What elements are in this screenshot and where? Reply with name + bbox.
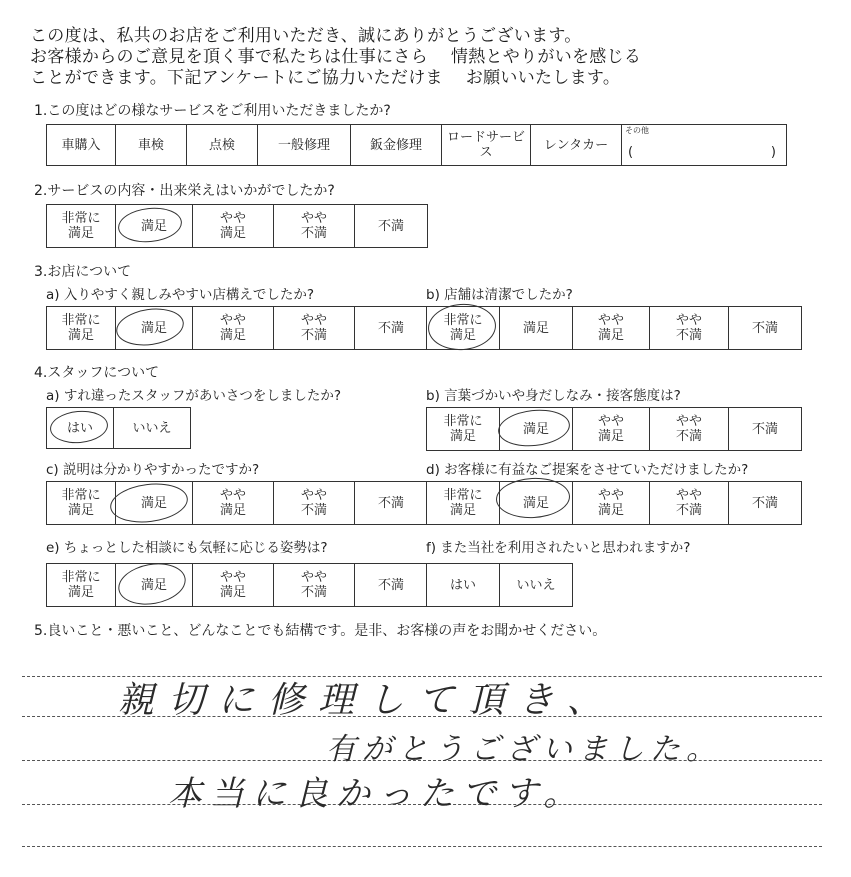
q3a-scale [46, 306, 428, 350]
question-4d-text: d) お客様に有益なご提案をさせていただけましたか? [426, 462, 749, 478]
question-3b-text: b) 店舗は清潔でしたか? [426, 287, 573, 303]
option-sheet-metal[interactable]: 鈑金修理 [350, 125, 441, 165]
option-rental-car[interactable]: レンタカー [530, 125, 621, 165]
comment-line [22, 846, 822, 847]
scale-somewhat-satisfied[interactable]: やや 満足 [572, 307, 649, 349]
scale-somewhat-satisfied[interactable]: やや 満足 [192, 564, 273, 606]
answer-no[interactable]: いいえ [499, 564, 572, 606]
scale-somewhat-dissatisfied[interactable]: やや 不満 [649, 307, 728, 349]
option-shaken[interactable]: 車検 [115, 125, 186, 165]
scale-somewhat-dissatisfied[interactable]: やや 不満 [649, 408, 728, 450]
scale-somewhat-dissatisfied[interactable]: やや 不満 [273, 307, 354, 349]
question-4-title: 4.スタッフについて [34, 365, 160, 381]
handwritten-comment-line: 有がとうございました。 [326, 732, 722, 767]
q4b-scale [426, 407, 802, 451]
q4c-scale [46, 481, 428, 525]
option-car-purchase[interactable]: 車購入 [61, 137, 101, 153]
question-2-title: 2.サービスの内容・出来栄えはいかがでしたか? [34, 183, 335, 199]
question-4c-text: c) 説明は分かりやすかったですか? [46, 462, 260, 478]
scale-dissatisfied[interactable]: 不満 [354, 307, 427, 349]
option-road-service[interactable]: ロードサービス [441, 125, 530, 165]
answer-yes[interactable]: はい [449, 577, 476, 593]
scale-somewhat-dissatisfied[interactable]: やや 不満 [273, 205, 354, 247]
intro-line: お客様からのご意見を頂く事で私たちは仕事にさら 情熱とやりがいを感じる [30, 47, 642, 67]
scale-satisfied[interactable]: 満足 [115, 307, 192, 349]
scale-somewhat-satisfied[interactable]: やや 満足 [572, 482, 649, 524]
scale-somewhat-satisfied[interactable]: やや 満足 [192, 205, 273, 247]
scale-somewhat-dissatisfied[interactable]: やや 不満 [273, 564, 354, 606]
scale-dissatisfied[interactable]: 不満 [728, 307, 801, 349]
scale-dissatisfied[interactable]: 不満 [354, 564, 427, 606]
scale-satisfied[interactable]: 満足 [499, 307, 572, 349]
other-label: その他 [625, 126, 649, 135]
handwritten-comment-line: 本当に良かったです。 [168, 774, 586, 814]
intro-text [30, 26, 641, 89]
answer-yes[interactable]: はい [66, 420, 93, 436]
q4e-scale [46, 563, 428, 607]
intro-line: ことができます。下記アンケートにご協力いただけま お願いいたします。 [30, 68, 621, 88]
q3b-scale [426, 306, 802, 350]
question-4f-text: f) また当社を利用されたいと思われますか? [426, 540, 691, 556]
scale-very-satisfied[interactable]: 非常に 満足 [443, 313, 483, 343]
question-4e-text: e) ちょっとした相談にも気軽に応じる姿勢は? [46, 540, 328, 556]
scale-very-satisfied[interactable]: 非常に 満足 [61, 313, 101, 343]
intro-line: この度は、私共のお店をご利用いただき、誠にありがとうございます。 [30, 26, 582, 46]
q4a-yesno [46, 407, 191, 449]
scale-somewhat-satisfied[interactable]: やや 満足 [572, 408, 649, 450]
option-other[interactable] [621, 125, 786, 165]
option-inspection[interactable]: 点検 [186, 125, 257, 165]
option-general-repair[interactable]: 一般修理 [257, 125, 350, 165]
q1-service-options [46, 124, 787, 166]
scale-satisfied[interactable]: 満足 [499, 482, 572, 524]
q4d-scale [426, 481, 802, 525]
scale-satisfied[interactable]: 満足 [115, 564, 192, 606]
q4f-yesno [426, 563, 573, 607]
scale-dissatisfied[interactable]: 不満 [728, 408, 801, 450]
scale-very-satisfied[interactable]: 非常に 満足 [61, 570, 101, 600]
scale-very-satisfied[interactable]: 非常に 満足 [443, 414, 483, 444]
scale-dissatisfied[interactable]: 不満 [354, 205, 427, 247]
scale-somewhat-dissatisfied[interactable]: やや 不満 [649, 482, 728, 524]
scale-somewhat-dissatisfied[interactable]: やや 不満 [273, 482, 354, 524]
scale-satisfied[interactable]: 満足 [115, 205, 192, 247]
question-5-title: 5.良いこと・悪いこと、どんなことでも結構です。是非、お客様の声をお聞かせください。 [34, 623, 607, 639]
scale-dissatisfied[interactable]: 不満 [728, 482, 801, 524]
scale-very-satisfied[interactable]: 非常に 満足 [61, 488, 101, 518]
handwritten-comment-line: 親切に修理して頂き、 [118, 680, 617, 721]
scale-very-satisfied[interactable]: 非常に 満足 [61, 211, 101, 241]
scale-very-satisfied[interactable]: 非常に 満足 [443, 488, 483, 518]
question-1-title: 1.この度はどの様なサービスをご利用いただきましたか? [34, 103, 391, 119]
answer-no[interactable]: いいえ [113, 408, 190, 448]
question-4a-text: a) すれ違ったスタッフがあいさつをしましたか? [46, 388, 341, 404]
paren-open: ( [628, 145, 634, 160]
paren-close: ) [770, 145, 776, 160]
scale-satisfied[interactable]: 満足 [115, 482, 192, 524]
scale-satisfied[interactable]: 満足 [499, 408, 572, 450]
scale-somewhat-satisfied[interactable]: やや 満足 [192, 307, 273, 349]
scale-somewhat-satisfied[interactable]: やや 満足 [192, 482, 273, 524]
question-3a-text: a) 入りやすく親しみやすい店構えでしたか? [46, 287, 314, 303]
question-3-title: 3.お店について [34, 264, 132, 280]
scale-dissatisfied[interactable]: 不満 [354, 482, 427, 524]
q2-scale [46, 204, 428, 248]
question-4b-text: b) 言葉づかいや身だしなみ・接客態度は? [426, 388, 681, 404]
